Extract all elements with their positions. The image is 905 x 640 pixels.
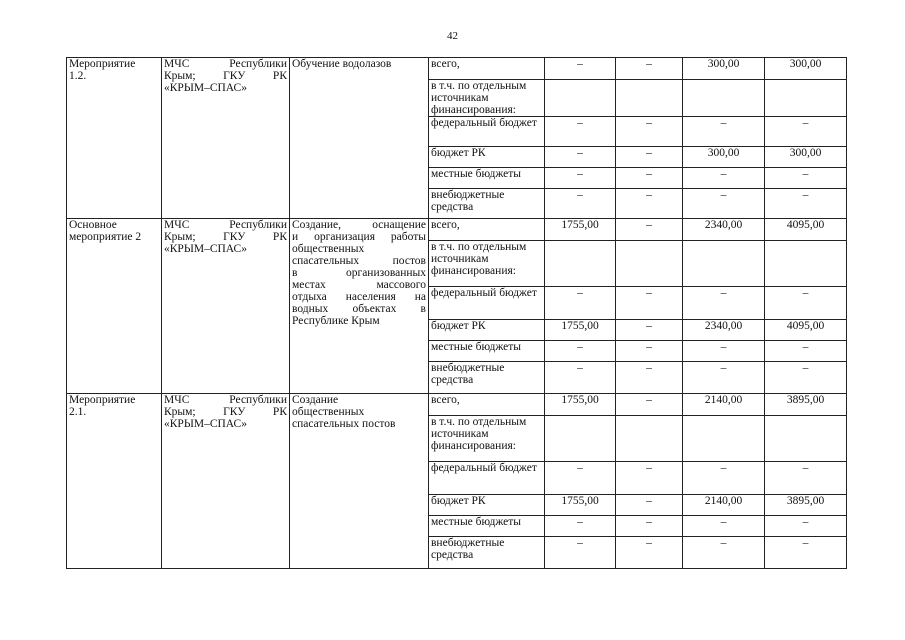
value-cell: 4095,00 (765, 320, 847, 341)
description-line: Создание (292, 394, 339, 406)
value-cell: – (545, 341, 616, 362)
funding-source-cell: внебюджетные средства (429, 362, 545, 394)
measure-name-cell (67, 58, 162, 219)
value-cell: – (545, 287, 616, 320)
value-cell: 300,00 (683, 147, 765, 168)
description-line: отдыха населения на (292, 291, 426, 303)
description-line: местах массового (292, 279, 426, 291)
responsible-cell (162, 219, 290, 394)
measure-name-cell (67, 219, 162, 394)
description-line: спасательных постов (292, 418, 396, 430)
value-cell: 300,00 (765, 147, 847, 168)
value-cell: 300,00 (683, 58, 765, 80)
value-cell: – (765, 287, 847, 320)
description-cell (290, 394, 429, 569)
description-line: в организованных (292, 267, 426, 279)
value-cell: 300,00 (765, 58, 847, 80)
funding-source-cell: федеральный бюджет (429, 117, 545, 147)
value-cell: – (545, 58, 616, 80)
value-cell: – (616, 168, 683, 189)
responsible-line: МЧС Республики (164, 58, 287, 70)
value-cell (765, 80, 847, 117)
responsible-line: Крым; ГКУ РК (164, 70, 287, 82)
value-cell: 2140,00 (683, 495, 765, 516)
value-cell: – (683, 516, 765, 537)
table-row (67, 58, 847, 80)
value-cell: – (765, 189, 847, 219)
value-cell (545, 241, 616, 287)
description-line: водных объектах в (292, 303, 426, 315)
funding-source-cell: бюджет РК (429, 147, 545, 168)
value-cell: – (765, 168, 847, 189)
funding-source-cell: федеральный бюджет (429, 287, 545, 320)
value-cell: 2340,00 (683, 320, 765, 341)
funding-source-cell: внебюджетные средства (429, 537, 545, 569)
funding-source-cell: бюджет РК (429, 495, 545, 516)
value-cell: – (765, 537, 847, 569)
responsible-line: «КРЫМ–СПАС» (164, 82, 247, 94)
value-cell: – (616, 189, 683, 219)
value-cell: – (616, 287, 683, 320)
value-cell: 1755,00 (545, 320, 616, 341)
page-number: 42 (447, 30, 458, 42)
value-cell (683, 80, 765, 117)
value-cell: – (545, 117, 616, 147)
description-cell (290, 58, 429, 219)
value-cell: – (683, 341, 765, 362)
value-cell (616, 241, 683, 287)
value-cell: – (765, 516, 847, 537)
value-cell: – (765, 341, 847, 362)
measure-name-line: мероприятие 2 (69, 231, 142, 243)
responsible-line: Крым; ГКУ РК (164, 406, 287, 418)
financing-table (66, 57, 847, 569)
description-line: Обучение водолазов (292, 58, 392, 70)
value-cell: – (616, 147, 683, 168)
value-cell: 3895,00 (765, 394, 847, 416)
value-cell: – (683, 189, 765, 219)
responsible-line: МЧС Республики (164, 394, 287, 406)
funding-source-cell: в т.ч. по отдельным источникам финансирования: (429, 416, 545, 462)
value-cell: – (683, 287, 765, 320)
value-cell: – (616, 320, 683, 341)
value-cell: 2140,00 (683, 394, 765, 416)
funding-source-cell: федеральный бюджет (429, 462, 545, 495)
value-cell (765, 241, 847, 287)
description-line: спасательных постов (292, 255, 426, 267)
value-cell (616, 416, 683, 462)
value-cell: – (616, 219, 683, 241)
funding-source-cell: в т.ч. по отдельным источникам финансирования: (429, 241, 545, 287)
responsible-line: «КРЫМ–СПАС» (164, 243, 247, 255)
value-cell: – (545, 147, 616, 168)
value-cell (616, 80, 683, 117)
measure-name-cell (67, 394, 162, 569)
responsible-line: «КРЫМ–СПАС» (164, 418, 247, 430)
value-cell: – (545, 189, 616, 219)
value-cell: 1755,00 (545, 394, 616, 416)
responsible-line: МЧС Республики (164, 219, 287, 231)
funding-source-cell: всего, (429, 394, 545, 416)
value-cell: – (616, 58, 683, 80)
measure-name-line: Мероприятие (69, 58, 136, 70)
value-cell: – (683, 462, 765, 495)
table-row (67, 219, 847, 241)
funding-source-cell: внебюджетные средства (429, 189, 545, 219)
value-cell: – (765, 362, 847, 394)
value-cell: – (616, 537, 683, 569)
value-cell: – (616, 362, 683, 394)
description-cell (290, 219, 429, 394)
description-line: общественных (292, 243, 365, 255)
value-cell: – (683, 168, 765, 189)
value-cell: – (545, 168, 616, 189)
value-cell: 3895,00 (765, 495, 847, 516)
measure-name-line: 2.1. (69, 406, 87, 418)
value-cell: – (683, 537, 765, 569)
funding-source-cell: всего, (429, 219, 545, 241)
value-cell (545, 416, 616, 462)
value-cell: – (683, 362, 765, 394)
funding-source-cell: местные бюджеты (429, 516, 545, 537)
value-cell: – (683, 117, 765, 147)
value-cell (683, 416, 765, 462)
description-line: общественных (292, 406, 365, 418)
value-cell: – (765, 462, 847, 495)
value-cell: – (616, 462, 683, 495)
funding-source-cell: местные бюджеты (429, 168, 545, 189)
value-cell: – (616, 341, 683, 362)
value-cell: – (545, 537, 616, 569)
value-cell: – (545, 362, 616, 394)
measure-name-line: Основное (69, 219, 117, 231)
value-cell: 2340,00 (683, 219, 765, 241)
value-cell: 1755,00 (545, 219, 616, 241)
responsible-cell (162, 58, 290, 219)
value-cell: – (616, 117, 683, 147)
value-cell: – (765, 117, 847, 147)
responsible-cell (162, 394, 290, 569)
funding-source-cell: в т.ч. по отдельным источникам финансирования: (429, 80, 545, 117)
value-cell: – (616, 516, 683, 537)
value-cell: – (616, 394, 683, 416)
description-line: Создание, оснащение (292, 219, 426, 231)
value-cell (545, 80, 616, 117)
value-cell: – (545, 462, 616, 495)
funding-source-cell: местные бюджеты (429, 341, 545, 362)
description-line: и организация работы (292, 231, 426, 243)
responsible-line: Крым; ГКУ РК (164, 231, 287, 243)
description-line: Республике Крым (292, 315, 380, 327)
table-row (67, 394, 847, 416)
value-cell (765, 416, 847, 462)
measure-name-line: 1.2. (69, 70, 87, 82)
measure-name-line: Мероприятие (69, 394, 136, 406)
value-cell: 1755,00 (545, 495, 616, 516)
funding-source-cell: бюджет РК (429, 320, 545, 341)
value-cell: 4095,00 (765, 219, 847, 241)
value-cell: – (616, 495, 683, 516)
value-cell: – (545, 516, 616, 537)
value-cell (683, 241, 765, 287)
funding-source-cell: всего, (429, 58, 545, 80)
